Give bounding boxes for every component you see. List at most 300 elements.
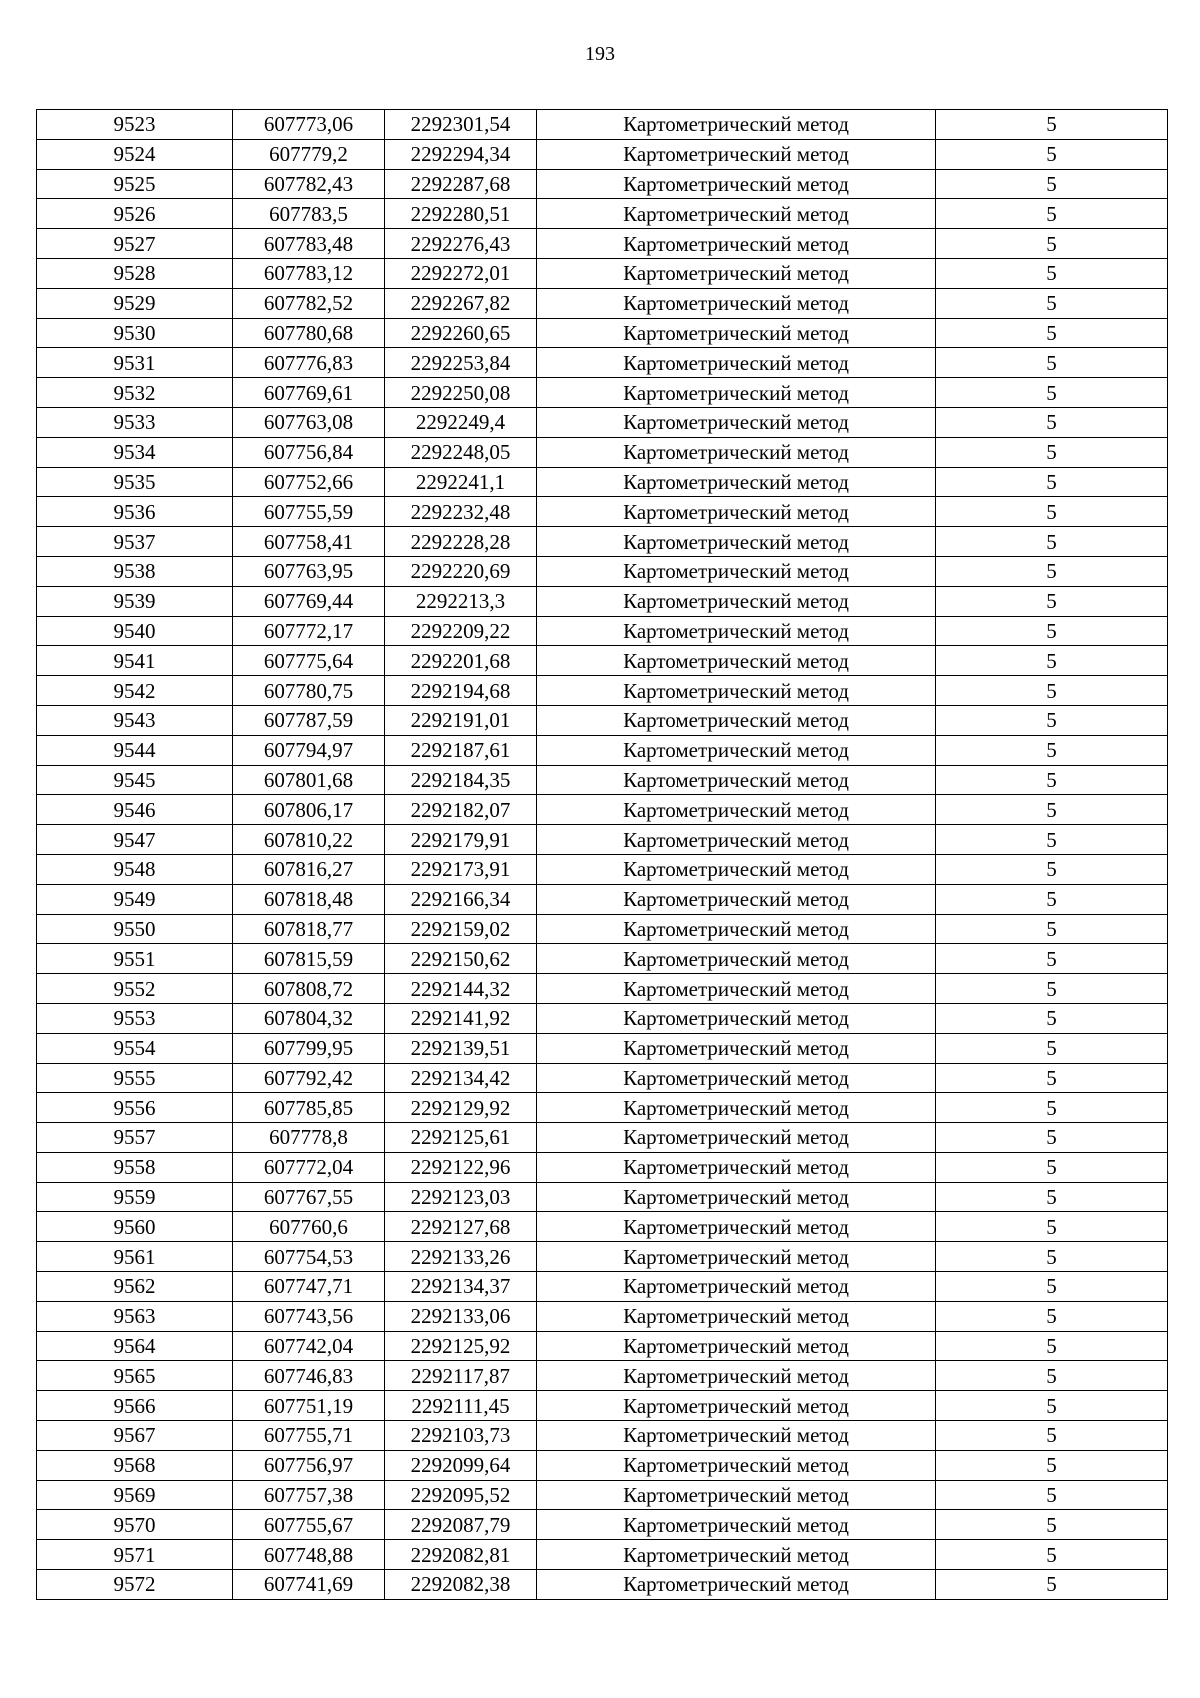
point-number-cell: 9562	[37, 1272, 233, 1302]
y-coordinate-cell: 2292228,28	[385, 527, 537, 557]
y-coordinate-cell: 2292249,4	[385, 407, 537, 437]
x-coordinate-cell: 607801,68	[233, 765, 385, 795]
x-coordinate-cell: 607746,83	[233, 1361, 385, 1391]
y-coordinate-cell: 2292253,84	[385, 348, 537, 378]
method-cell: Картометрический метод	[537, 1182, 936, 1212]
table-row	[37, 348, 1168, 378]
point-number-cell: 9566	[37, 1391, 233, 1421]
x-coordinate-cell: 607806,17	[233, 795, 385, 825]
x-coordinate-cell: 607756,84	[233, 437, 385, 467]
table-row	[37, 1480, 1168, 1510]
y-coordinate-cell: 2292095,52	[385, 1480, 537, 1510]
table-row	[37, 437, 1168, 467]
method-cell: Картометрический метод	[537, 1003, 936, 1033]
precision-cell: 5	[936, 169, 1168, 199]
point-number-cell: 9541	[37, 646, 233, 676]
y-coordinate-cell: 2292272,01	[385, 258, 537, 288]
x-coordinate-cell: 607757,38	[233, 1480, 385, 1510]
x-coordinate-cell: 607799,95	[233, 1033, 385, 1063]
page-number: 193	[585, 43, 615, 65]
y-coordinate-cell: 2292179,91	[385, 825, 537, 855]
y-coordinate-cell: 2292250,08	[385, 378, 537, 408]
precision-cell: 5	[936, 854, 1168, 884]
table-row	[37, 974, 1168, 1004]
table-row	[37, 1033, 1168, 1063]
method-cell: Картометрический метод	[537, 616, 936, 646]
table-row	[37, 527, 1168, 557]
table-row	[37, 825, 1168, 855]
y-coordinate-cell: 2292260,65	[385, 318, 537, 348]
table-row	[37, 467, 1168, 497]
point-number-cell: 9543	[37, 705, 233, 735]
y-coordinate-cell: 2292248,05	[385, 437, 537, 467]
precision-cell: 5	[936, 676, 1168, 706]
y-coordinate-cell: 2292141,92	[385, 1003, 537, 1033]
point-number-cell: 9546	[37, 795, 233, 825]
method-cell: Картометрический метод	[537, 1510, 936, 1540]
precision-cell: 5	[936, 229, 1168, 259]
precision-cell: 5	[936, 407, 1168, 437]
table-row	[37, 1242, 1168, 1272]
method-cell: Картометрический метод	[537, 407, 936, 437]
point-number-cell: 9571	[37, 1540, 233, 1570]
table-row	[37, 318, 1168, 348]
x-coordinate-cell: 607776,83	[233, 348, 385, 378]
precision-cell: 5	[936, 1480, 1168, 1510]
method-cell: Картометрический метод	[537, 348, 936, 378]
method-cell: Картометрический метод	[537, 1093, 936, 1123]
y-coordinate-cell: 2292232,48	[385, 497, 537, 527]
table-row	[37, 1450, 1168, 1480]
method-cell: Картометрический метод	[537, 854, 936, 884]
y-coordinate-cell: 2292127,68	[385, 1212, 537, 1242]
precision-cell: 5	[936, 705, 1168, 735]
table-row	[37, 378, 1168, 408]
method-cell: Картометрический метод	[537, 378, 936, 408]
point-number-cell: 9533	[37, 407, 233, 437]
method-cell: Картометрический метод	[537, 1301, 936, 1331]
method-cell: Картометрический метод	[537, 288, 936, 318]
table-row	[37, 497, 1168, 527]
method-cell: Картометрический метод	[537, 169, 936, 199]
precision-cell: 5	[936, 199, 1168, 229]
y-coordinate-cell: 2292150,62	[385, 944, 537, 974]
precision-cell: 5	[936, 884, 1168, 914]
precision-cell: 5	[936, 1272, 1168, 1302]
method-cell: Картометрический метод	[537, 1421, 936, 1451]
y-coordinate-cell: 2292125,92	[385, 1331, 537, 1361]
table-row	[37, 1123, 1168, 1153]
precision-cell: 5	[936, 527, 1168, 557]
table-row	[37, 407, 1168, 437]
method-cell: Картометрический метод	[537, 497, 936, 527]
table-row	[37, 1510, 1168, 1540]
table-row	[37, 1301, 1168, 1331]
y-coordinate-cell: 2292187,61	[385, 735, 537, 765]
table-row	[37, 1063, 1168, 1093]
method-cell: Картометрический метод	[537, 258, 936, 288]
x-coordinate-cell: 607783,12	[233, 258, 385, 288]
x-coordinate-cell: 607767,55	[233, 1182, 385, 1212]
x-coordinate-cell: 607792,42	[233, 1063, 385, 1093]
x-coordinate-cell: 607763,08	[233, 407, 385, 437]
table-row	[37, 1152, 1168, 1182]
table-row	[37, 1421, 1168, 1451]
precision-cell: 5	[936, 467, 1168, 497]
x-coordinate-cell: 607783,5	[233, 199, 385, 229]
point-number-cell: 9542	[37, 676, 233, 706]
precision-cell: 5	[936, 139, 1168, 169]
point-number-cell: 9554	[37, 1033, 233, 1063]
table-row	[37, 676, 1168, 706]
table-row	[37, 1093, 1168, 1123]
method-cell: Картометрический метод	[537, 944, 936, 974]
method-cell: Картометрический метод	[537, 914, 936, 944]
x-coordinate-cell: 607752,66	[233, 467, 385, 497]
table-row	[37, 1540, 1168, 1570]
x-coordinate-cell: 607758,41	[233, 527, 385, 557]
x-coordinate-cell: 607816,27	[233, 854, 385, 884]
precision-cell: 5	[936, 1182, 1168, 1212]
precision-cell: 5	[936, 1093, 1168, 1123]
point-number-cell: 9537	[37, 527, 233, 557]
y-coordinate-cell: 2292103,73	[385, 1421, 537, 1451]
method-cell: Картометрический метод	[537, 705, 936, 735]
y-coordinate-cell: 2292173,91	[385, 854, 537, 884]
precision-cell: 5	[936, 1421, 1168, 1451]
x-coordinate-cell: 607782,52	[233, 288, 385, 318]
method-cell: Картометрический метод	[537, 467, 936, 497]
point-number-cell: 9548	[37, 854, 233, 884]
x-coordinate-cell: 607755,59	[233, 497, 385, 527]
table-row	[37, 944, 1168, 974]
x-coordinate-cell: 607783,48	[233, 229, 385, 259]
x-coordinate-cell: 607810,22	[233, 825, 385, 855]
point-number-cell: 9555	[37, 1063, 233, 1093]
table-row	[37, 1331, 1168, 1361]
point-number-cell: 9570	[37, 1510, 233, 1540]
table-row	[37, 795, 1168, 825]
method-cell: Картометрический метод	[537, 825, 936, 855]
point-number-cell: 9547	[37, 825, 233, 855]
point-number-cell: 9529	[37, 288, 233, 318]
x-coordinate-cell: 607755,71	[233, 1421, 385, 1451]
x-coordinate-cell: 607754,53	[233, 1242, 385, 1272]
y-coordinate-cell: 2292294,34	[385, 139, 537, 169]
point-number-cell: 9565	[37, 1361, 233, 1391]
point-number-cell: 9532	[37, 378, 233, 408]
table-row	[37, 1391, 1168, 1421]
table-row	[37, 229, 1168, 259]
precision-cell: 5	[936, 1242, 1168, 1272]
x-coordinate-cell: 607755,67	[233, 1510, 385, 1540]
precision-cell: 5	[936, 586, 1168, 616]
x-coordinate-cell: 607756,97	[233, 1450, 385, 1480]
method-cell: Картометрический метод	[537, 586, 936, 616]
x-coordinate-cell: 607804,32	[233, 1003, 385, 1033]
y-coordinate-cell: 2292166,34	[385, 884, 537, 914]
precision-cell: 5	[936, 288, 1168, 318]
x-coordinate-cell: 607772,17	[233, 616, 385, 646]
x-coordinate-cell: 607818,77	[233, 914, 385, 944]
precision-cell: 5	[936, 1033, 1168, 1063]
precision-cell: 5	[936, 795, 1168, 825]
x-coordinate-cell: 607742,04	[233, 1331, 385, 1361]
precision-cell: 5	[936, 1391, 1168, 1421]
point-number-cell: 9557	[37, 1123, 233, 1153]
y-coordinate-cell: 2292087,79	[385, 1510, 537, 1540]
x-coordinate-cell: 607780,68	[233, 318, 385, 348]
point-number-cell: 9538	[37, 556, 233, 586]
point-number-cell: 9560	[37, 1212, 233, 1242]
method-cell: Картометрический метод	[537, 139, 936, 169]
y-coordinate-cell: 2292241,1	[385, 467, 537, 497]
method-cell: Картометрический метод	[537, 1033, 936, 1063]
x-coordinate-cell: 607772,04	[233, 1152, 385, 1182]
y-coordinate-cell: 2292280,51	[385, 199, 537, 229]
y-coordinate-cell: 2292209,22	[385, 616, 537, 646]
point-number-cell: 9564	[37, 1331, 233, 1361]
method-cell: Картометрический метод	[537, 1540, 936, 1570]
y-coordinate-cell: 2292134,37	[385, 1272, 537, 1302]
method-cell: Картометрический метод	[537, 1272, 936, 1302]
table-row	[37, 884, 1168, 914]
table-row	[37, 854, 1168, 884]
method-cell: Картометрический метод	[537, 646, 936, 676]
precision-cell: 5	[936, 1301, 1168, 1331]
point-number-cell: 9525	[37, 169, 233, 199]
method-cell: Картометрический метод	[537, 884, 936, 914]
y-coordinate-cell: 2292182,07	[385, 795, 537, 825]
precision-cell: 5	[936, 1212, 1168, 1242]
y-coordinate-cell: 2292201,68	[385, 646, 537, 676]
x-coordinate-cell: 607760,6	[233, 1212, 385, 1242]
y-coordinate-cell: 2292117,87	[385, 1361, 537, 1391]
point-number-cell: 9551	[37, 944, 233, 974]
method-cell: Картометрический метод	[537, 1152, 936, 1182]
x-coordinate-cell: 607775,64	[233, 646, 385, 676]
point-number-cell: 9523	[37, 110, 233, 140]
point-number-cell: 9556	[37, 1093, 233, 1123]
precision-cell: 5	[936, 437, 1168, 467]
precision-cell: 5	[936, 1063, 1168, 1093]
method-cell: Картометрический метод	[537, 1361, 936, 1391]
x-coordinate-cell: 607763,95	[233, 556, 385, 586]
method-cell: Картометрический метод	[537, 229, 936, 259]
y-coordinate-cell: 2292213,3	[385, 586, 537, 616]
precision-cell: 5	[936, 110, 1168, 140]
table-row	[37, 1003, 1168, 1033]
y-coordinate-cell: 2292133,26	[385, 1242, 537, 1272]
x-coordinate-cell: 607751,19	[233, 1391, 385, 1421]
precision-cell: 5	[936, 1361, 1168, 1391]
precision-cell: 5	[936, 765, 1168, 795]
y-coordinate-cell: 2292276,43	[385, 229, 537, 259]
method-cell: Картометрический метод	[537, 1331, 936, 1361]
precision-cell: 5	[936, 1003, 1168, 1033]
y-coordinate-cell: 2292184,35	[385, 765, 537, 795]
y-coordinate-cell: 2292099,64	[385, 1450, 537, 1480]
point-number-cell: 9567	[37, 1421, 233, 1451]
x-coordinate-cell: 607808,72	[233, 974, 385, 1004]
table-row	[37, 616, 1168, 646]
table-row	[37, 1361, 1168, 1391]
x-coordinate-cell: 607815,59	[233, 944, 385, 974]
point-number-cell: 9544	[37, 735, 233, 765]
x-coordinate-cell: 607782,43	[233, 169, 385, 199]
precision-cell: 5	[936, 735, 1168, 765]
table-row	[37, 1272, 1168, 1302]
y-coordinate-cell: 2292220,69	[385, 556, 537, 586]
method-cell: Картометрический метод	[537, 437, 936, 467]
table-row	[37, 646, 1168, 676]
y-coordinate-cell: 2292267,82	[385, 288, 537, 318]
point-number-cell: 9549	[37, 884, 233, 914]
point-number-cell: 9528	[37, 258, 233, 288]
method-cell: Картометрический метод	[537, 795, 936, 825]
point-number-cell: 9535	[37, 467, 233, 497]
x-coordinate-cell: 607769,61	[233, 378, 385, 408]
table-row	[37, 735, 1168, 765]
table-row	[37, 139, 1168, 169]
precision-cell: 5	[936, 974, 1168, 1004]
method-cell: Картометрический метод	[537, 735, 936, 765]
point-number-cell: 9568	[37, 1450, 233, 1480]
point-number-cell: 9534	[37, 437, 233, 467]
table-row	[37, 1182, 1168, 1212]
point-number-cell: 9539	[37, 586, 233, 616]
method-cell: Картометрический метод	[537, 527, 936, 557]
y-coordinate-cell: 2292191,01	[385, 705, 537, 735]
point-number-cell: 9569	[37, 1480, 233, 1510]
y-coordinate-cell: 2292125,61	[385, 1123, 537, 1153]
precision-cell: 5	[936, 556, 1168, 586]
method-cell: Картометрический метод	[537, 1391, 936, 1421]
table-row	[37, 199, 1168, 229]
x-coordinate-cell: 607748,88	[233, 1540, 385, 1570]
x-coordinate-cell: 607787,59	[233, 705, 385, 735]
precision-cell: 5	[936, 318, 1168, 348]
precision-cell: 5	[936, 646, 1168, 676]
coordinates-table	[36, 109, 1168, 1600]
method-cell: Картометрический метод	[537, 1480, 936, 1510]
table-row	[37, 556, 1168, 586]
precision-cell: 5	[936, 348, 1168, 378]
method-cell: Картометрический метод	[537, 1450, 936, 1480]
y-coordinate-cell: 2292144,32	[385, 974, 537, 1004]
table-row	[37, 258, 1168, 288]
point-number-cell: 9572	[37, 1570, 233, 1600]
point-number-cell: 9552	[37, 974, 233, 1004]
y-coordinate-cell: 2292082,81	[385, 1540, 537, 1570]
point-number-cell: 9524	[37, 139, 233, 169]
x-coordinate-cell: 607778,8	[233, 1123, 385, 1153]
method-cell: Картометрический метод	[537, 974, 936, 1004]
x-coordinate-cell: 607743,56	[233, 1301, 385, 1331]
y-coordinate-cell: 2292194,68	[385, 676, 537, 706]
point-number-cell: 9558	[37, 1152, 233, 1182]
table-row	[37, 1570, 1168, 1600]
point-number-cell: 9536	[37, 497, 233, 527]
y-coordinate-cell: 2292133,06	[385, 1301, 537, 1331]
y-coordinate-cell: 2292082,38	[385, 1570, 537, 1600]
y-coordinate-cell: 2292159,02	[385, 914, 537, 944]
table-row	[37, 765, 1168, 795]
point-number-cell: 9540	[37, 616, 233, 646]
point-number-cell: 9559	[37, 1182, 233, 1212]
precision-cell: 5	[936, 1570, 1168, 1600]
precision-cell: 5	[936, 914, 1168, 944]
table-row	[37, 288, 1168, 318]
precision-cell: 5	[936, 378, 1168, 408]
precision-cell: 5	[936, 1123, 1168, 1153]
point-number-cell: 9526	[37, 199, 233, 229]
y-coordinate-cell: 2292123,03	[385, 1182, 537, 1212]
y-coordinate-cell: 2292139,51	[385, 1033, 537, 1063]
method-cell: Картометрический метод	[537, 1570, 936, 1600]
table-row	[37, 586, 1168, 616]
table-row	[37, 914, 1168, 944]
precision-cell: 5	[936, 825, 1168, 855]
point-number-cell: 9530	[37, 318, 233, 348]
point-number-cell: 9545	[37, 765, 233, 795]
precision-cell: 5	[936, 944, 1168, 974]
precision-cell: 5	[936, 1152, 1168, 1182]
y-coordinate-cell: 2292287,68	[385, 169, 537, 199]
y-coordinate-cell: 2292301,54	[385, 110, 537, 140]
method-cell: Картометрический метод	[537, 1242, 936, 1272]
x-coordinate-cell: 607741,69	[233, 1570, 385, 1600]
precision-cell: 5	[936, 1510, 1168, 1540]
x-coordinate-cell: 607785,85	[233, 1093, 385, 1123]
method-cell: Картометрический метод	[537, 676, 936, 706]
method-cell: Картометрический метод	[537, 199, 936, 229]
point-number-cell: 9553	[37, 1003, 233, 1033]
point-number-cell: 9561	[37, 1242, 233, 1272]
point-number-cell: 9550	[37, 914, 233, 944]
method-cell: Картометрический метод	[537, 318, 936, 348]
table-row	[37, 169, 1168, 199]
method-cell: Картометрический метод	[537, 1063, 936, 1093]
method-cell: Картометрический метод	[537, 556, 936, 586]
table-row	[37, 110, 1168, 140]
y-coordinate-cell: 2292122,96	[385, 1152, 537, 1182]
method-cell: Картометрический метод	[537, 765, 936, 795]
precision-cell: 5	[936, 1450, 1168, 1480]
precision-cell: 5	[936, 497, 1168, 527]
x-coordinate-cell: 607779,2	[233, 139, 385, 169]
method-cell: Картометрический метод	[537, 110, 936, 140]
x-coordinate-cell: 607747,71	[233, 1272, 385, 1302]
precision-cell: 5	[936, 258, 1168, 288]
x-coordinate-cell: 607794,97	[233, 735, 385, 765]
x-coordinate-cell: 607780,75	[233, 676, 385, 706]
method-cell: Картометрический метод	[537, 1123, 936, 1153]
table-row	[37, 1212, 1168, 1242]
y-coordinate-cell: 2292134,42	[385, 1063, 537, 1093]
point-number-cell: 9527	[37, 229, 233, 259]
point-number-cell: 9531	[37, 348, 233, 378]
method-cell: Картометрический метод	[537, 1212, 936, 1242]
x-coordinate-cell: 607773,06	[233, 110, 385, 140]
x-coordinate-cell: 607818,48	[233, 884, 385, 914]
table-row	[37, 705, 1168, 735]
x-coordinate-cell: 607769,44	[233, 586, 385, 616]
y-coordinate-cell: 2292111,45	[385, 1391, 537, 1421]
precision-cell: 5	[936, 616, 1168, 646]
coordinates-table-body	[37, 110, 1168, 1600]
precision-cell: 5	[936, 1540, 1168, 1570]
